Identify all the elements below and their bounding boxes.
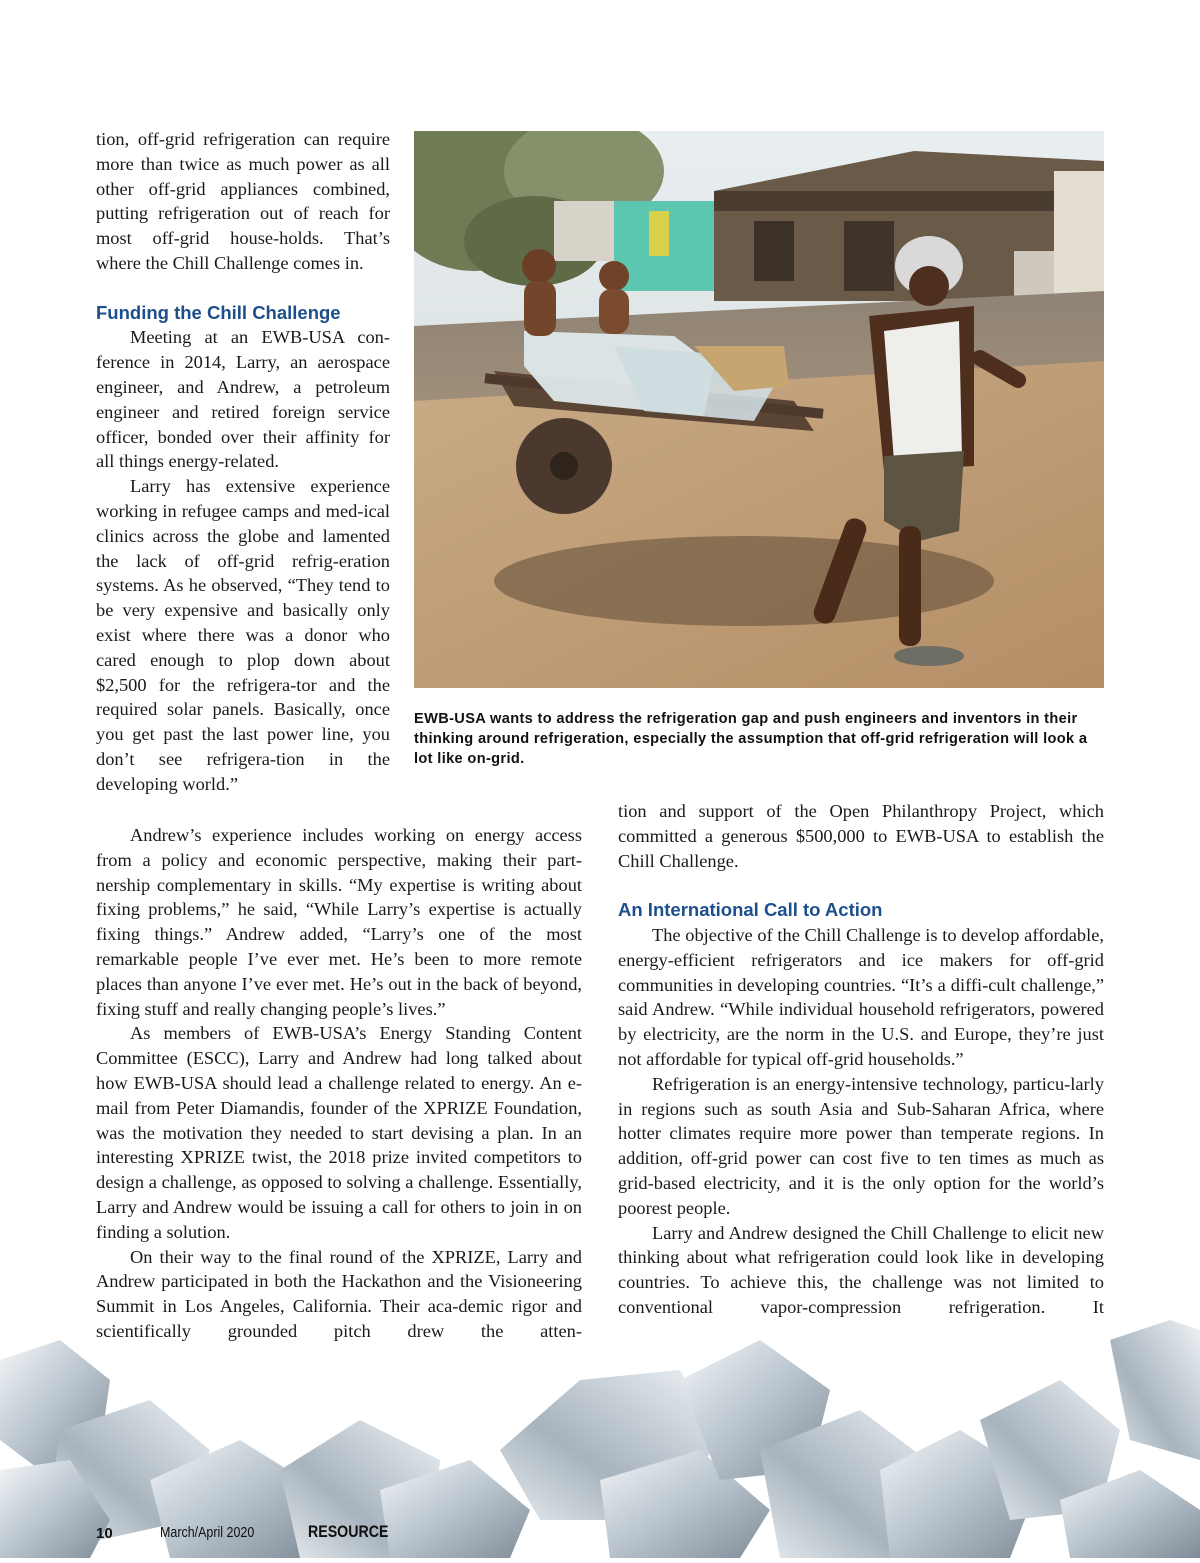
left-column-top bbox=[96, 127, 390, 797]
photo-ice-cart bbox=[414, 131, 1104, 688]
right-column bbox=[618, 799, 1104, 1320]
paragraph: Larry has extensive experience working in refugee camps and med-ical clinics across the globe and lamented the lack of off-grid refrig-eration systems. As he observed, “They tend to be very expensive and basically only exist where there was a donor who cared enough to plop down about $2,500 for the refrigera-tor and the required solar panels. Basically, once you get past the last power line, you don’t see refrigera-tion in the developing world.” bbox=[96, 476, 390, 794]
page-number: 10 bbox=[96, 1525, 113, 1542]
photo-caption: EWB-USA wants to address the refrigeration gap and push engineers and inventors in their thinking around refrigeration, especially the assumption that off-grid refrigeration will look a lot like on-grid. bbox=[414, 711, 1088, 767]
paragraph: Andrew’s experience includes working on energy access from a policy and economic perspective, making their part-nership complementary in skills. “My expertise is writing about fixing problems,” he said, “While Larry’s expertise is actually fixing things.” Andrew added, “Larry’s one of the most remarkable people I’ve ever met. He’s been to more remote places than anyone I’ve ever met. He’s out in the back of beyond, fixing stuff and really changing people’s lives.” bbox=[96, 825, 582, 1019]
ice-cubes-decoration bbox=[0, 1320, 1200, 1558]
paragraph: As members of EWB-USA’s Energy Standing Content Committee (ESCC), Larry and Andrew had long talked about how EWB-USA should lead a challenge related to energy. An e-mail from Peter Diamandis, founder of the XPRIZE Foundation, was the motivation they needed to start devising a plan. In an interesting XPRIZE twist, the 2018 prize invited competitors to design a challenge, as opposed to solving a challenge. Essentially, Larry and Andrew would be issuing a call for others to join in on finding a solution. bbox=[96, 1023, 582, 1242]
issue-date: March/April 2020 bbox=[160, 1525, 255, 1541]
section-heading-call-to-action: An International Call to Action bbox=[618, 899, 883, 921]
paragraph: The objective of the Chill Challenge is to develop affordable, energy-efficient refrigerators and ice makers for off-grid communities in developing countries. “It’s a diffi-cult challenge,” said Andrew. “While individual household refrigerators, powered by electricity, are the norm in the U.S. and Europe, they’re just not affordable for typical off-grid households.” bbox=[618, 924, 1104, 1069]
left-column-bottom bbox=[96, 823, 582, 1344]
magazine-title: RESOURCE bbox=[308, 1523, 389, 1541]
paragraph: Refrigeration is an energy-intensive technology, particu-larly in regions such as south Asia and Sub-Saharan Africa, where hotter climates require more power than temperate regions. In addition, off-grid power can cost five to ten times as much as grid-based electricity, and it is the only option for the world’s poorest people. bbox=[618, 1073, 1104, 1218]
paragraph: Meeting at an EWB-USA con-ference in 2014, Larry, an aerospace engineer, and Andrew, a petroleum engineer and retired foreign service officer, bonded over their affinity for all things energy-related. bbox=[96, 327, 390, 472]
paragraph: tion and support of the Open Philanthropy Project, which committed a generous $500,000 to EWB-USA to establish the Chill Challenge. bbox=[618, 801, 1104, 871]
paragraph: On their way to the final round of the XPRIZE, Larry and Andrew participated in both the Hackathon and the Visioneering Summit in Los Angeles, California. Their aca-demic rigor and scientifically grounded pitch drew the atten- bbox=[96, 1246, 582, 1341]
paragraph: tion, off-grid refrigeration can require more than twice as much power as all other off-grid appliances combined, putting refrigeration out of reach for most off-grid house-holds. That’s where the Chill Challenge comes in. bbox=[96, 129, 390, 273]
paragraph: Larry and Andrew designed the Chill Challenge to elicit new thinking about what refrigeration could look like in developing countries. To achieve this, the challenge was not limited to conventional vapor-compression refrigeration. It bbox=[618, 1222, 1104, 1317]
section-heading-funding: Funding the Chill Challenge bbox=[96, 301, 341, 323]
